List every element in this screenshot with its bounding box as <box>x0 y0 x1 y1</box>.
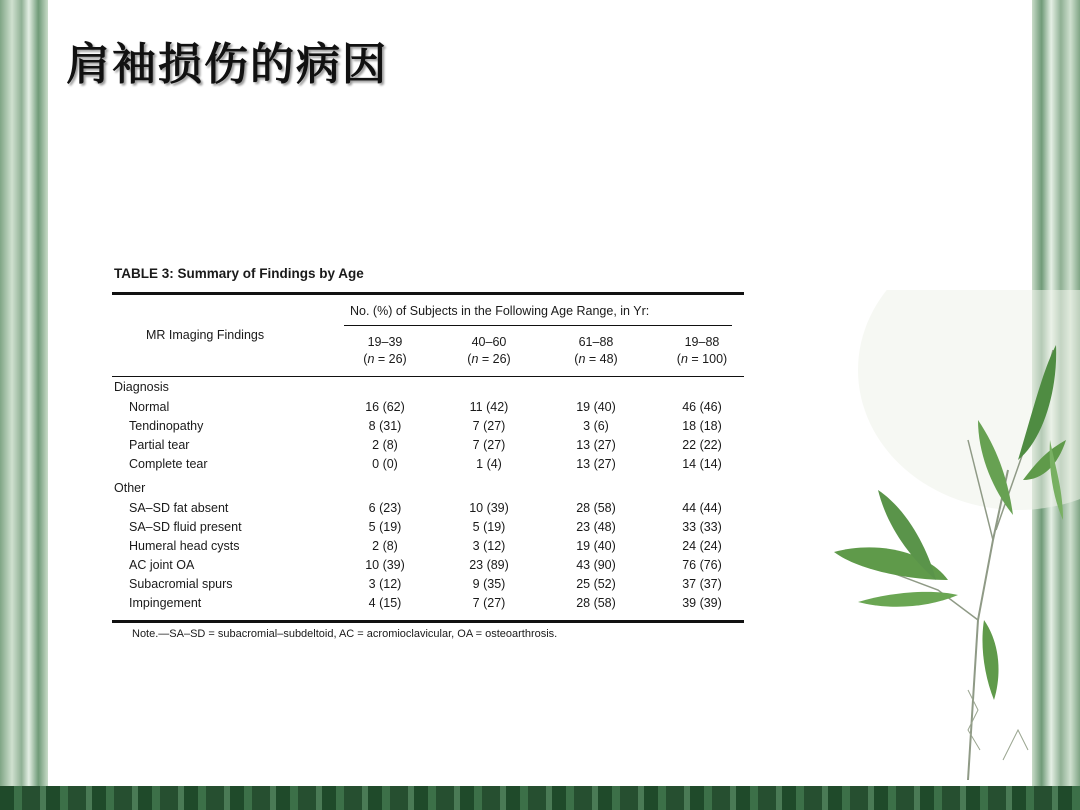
table-cell: 11 (42) <box>469 400 509 414</box>
table-cell: 3 (6) <box>583 419 609 433</box>
row-label: AC joint OA <box>129 558 195 572</box>
table-row <box>112 539 744 558</box>
table-cell: 43 (90) <box>576 558 616 572</box>
sample-size-symbol: n <box>578 352 586 366</box>
table-cell: 6 (23) <box>368 501 402 515</box>
table-cell: 46 (46) <box>682 400 722 414</box>
table-top-rule <box>112 292 744 295</box>
table-cell: 23 (48) <box>576 520 616 534</box>
column-range: 19–39 <box>367 335 403 349</box>
table-cell: 8 (31) <box>368 419 402 433</box>
sample-size-symbol: n <box>680 352 688 366</box>
table-cell: 0 (0) <box>372 457 398 471</box>
sample-size-value: = 48) <box>585 352 618 366</box>
row-label: SA–SD fat absent <box>129 501 229 515</box>
column-range: 19–88 <box>684 335 720 349</box>
table-cell: 28 (58) <box>576 501 616 515</box>
header-bottom-rule <box>112 376 744 377</box>
table-cell: 3 (12) <box>472 539 506 553</box>
table-cell: 10 (39) <box>469 501 509 515</box>
table-cell: 7 (27) <box>472 596 506 610</box>
bamboo-border-left <box>0 0 48 810</box>
table-row <box>112 558 744 577</box>
sample-size-symbol: n <box>471 352 479 366</box>
table-cell: 5 (19) <box>368 520 402 534</box>
table-cell: 19 (40) <box>576 400 616 414</box>
table-cell: 4 (15) <box>368 596 402 610</box>
column-header-1 <box>340 334 430 368</box>
table-cell: 22 (22) <box>682 438 722 452</box>
table-cell: 2 (8) <box>372 438 398 452</box>
row-label: Impingement <box>129 596 202 610</box>
spanning-header: No. (%) of Subjects in the Following Age Range, in Yr: <box>350 304 650 318</box>
table-cell: 1 (4) <box>476 457 502 471</box>
table-row <box>112 438 744 457</box>
sample-size-value: = 100) <box>687 352 728 366</box>
table-cell: 13 (27) <box>576 457 616 471</box>
sample-size-value: = 26) <box>478 352 511 366</box>
row-label: SA–SD fluid present <box>129 520 242 534</box>
column-header-4 <box>657 334 747 368</box>
table-row <box>112 400 744 419</box>
table-cell: 18 (18) <box>682 419 722 433</box>
table-cell: 2 (8) <box>372 539 398 553</box>
table-cell: 44 (44) <box>682 501 722 515</box>
row-label: Tendinopathy <box>129 419 204 433</box>
table-cell: 76 (76) <box>682 558 722 572</box>
column-sample-size: (n = 100) <box>676 352 728 366</box>
bamboo-border-bottom <box>0 786 1080 810</box>
slide-title: 肩袖损伤的病因 <box>66 39 388 90</box>
column-header-3 <box>551 334 641 368</box>
spanning-header-rule <box>344 325 732 326</box>
column-range: 40–60 <box>471 335 507 349</box>
row-label: Subacromial spurs <box>129 577 233 591</box>
table-cell: 24 (24) <box>682 539 722 553</box>
sample-size-symbol: n <box>367 352 375 366</box>
table-cell: 25 (52) <box>576 577 616 591</box>
column-sample-size: (n = 48) <box>574 352 618 366</box>
table-cell: 28 (58) <box>576 596 616 610</box>
row-label: Complete tear <box>129 457 208 471</box>
table-row <box>112 457 744 476</box>
table-caption: TABLE 3: Summary of Findings by Age <box>114 266 364 281</box>
column-sample-size: (n = 26) <box>467 352 511 366</box>
table-cell: 37 (37) <box>682 577 722 591</box>
findings-table <box>112 266 744 640</box>
table-row <box>112 520 744 539</box>
table-cell: 5 (19) <box>472 520 506 534</box>
row-label: Humeral head cysts <box>129 539 240 553</box>
row-label: Normal <box>129 400 170 414</box>
table-cell: 19 (40) <box>576 539 616 553</box>
table-bottom-rule <box>112 620 744 623</box>
row-header-label: MR Imaging Findings <box>146 328 265 342</box>
table-note: Note.—SA–SD = subacromial–subdeltoid, AC = acromioclavicular, OA = osteoarthrosis. <box>132 628 558 640</box>
sample-size-value: = 26) <box>374 352 407 366</box>
table-cell: 9 (35) <box>472 577 506 591</box>
table-cell: 13 (27) <box>576 438 616 452</box>
table-cell: 23 (89) <box>469 558 509 572</box>
table-cell: 39 (39) <box>682 596 722 610</box>
column-range: 61–88 <box>578 335 614 349</box>
table-row <box>112 419 744 438</box>
table-cell: 3 (12) <box>368 577 402 591</box>
table-cell: 10 (39) <box>365 558 405 572</box>
section-heading: Diagnosis <box>114 380 169 394</box>
table-row <box>112 577 744 596</box>
table-cell: 7 (27) <box>472 419 506 433</box>
bamboo-leaves-illustration <box>818 290 1080 786</box>
row-label: Partial tear <box>129 438 190 452</box>
column-sample-size: (n = 26) <box>363 352 407 366</box>
table-cell: 14 (14) <box>682 457 722 471</box>
table-cell: 7 (27) <box>472 438 506 452</box>
table-row <box>112 501 744 520</box>
column-header-2 <box>444 334 534 368</box>
table-row <box>112 596 744 615</box>
section-heading: Other <box>114 481 146 495</box>
table-cell: 33 (33) <box>682 520 722 534</box>
table-cell: 16 (62) <box>365 400 405 414</box>
slide-canvas <box>48 0 1032 786</box>
